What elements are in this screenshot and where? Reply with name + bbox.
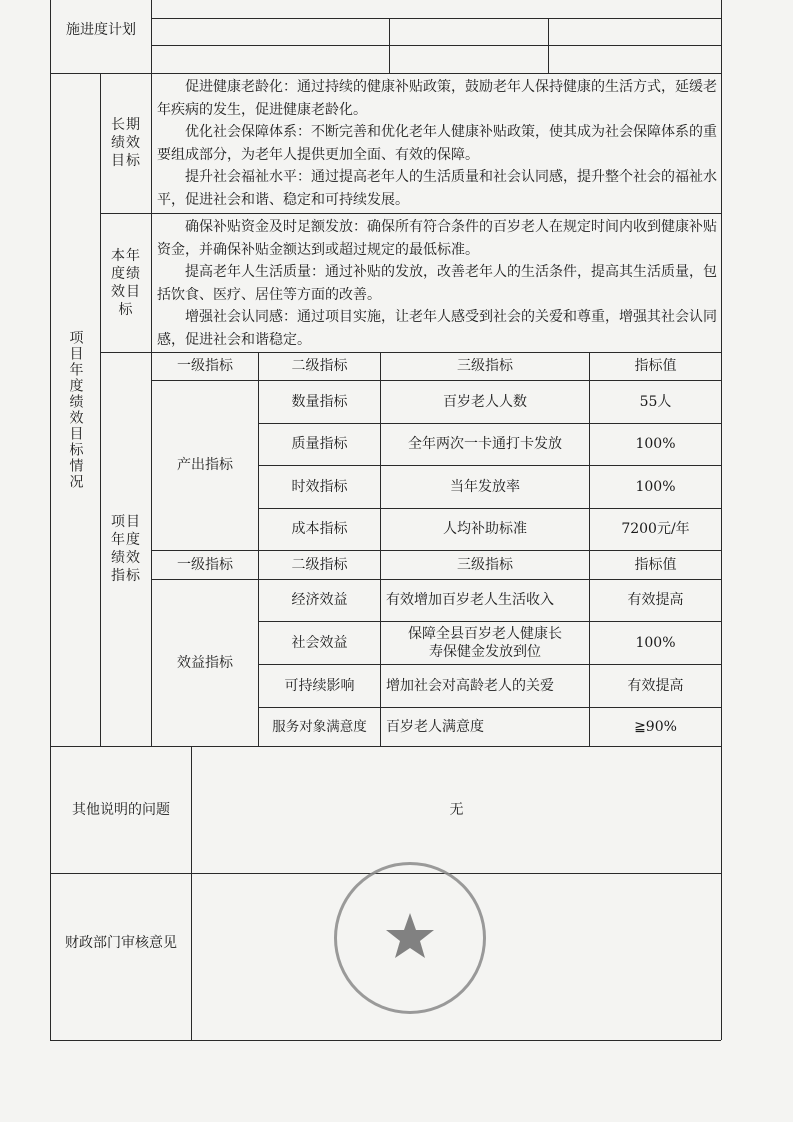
section-label: 项目年度绩效目标情况 — [67, 329, 84, 490]
annual-label: 本年度绩效目标 — [111, 247, 141, 318]
finance-review-label: 财政部门审核意见 — [65, 934, 177, 951]
header-level1: 一级指标 — [177, 358, 233, 374]
header-level2: 二级指标 — [291, 556, 348, 573]
long-term-label: 长期绩效目标 — [111, 117, 141, 169]
level3-cell: 保障全县百岁老人健康长寿保健金发放到位 — [408, 625, 562, 660]
level3-cell: 百岁老人满意度 — [386, 718, 484, 735]
level2-cell: 质量指标 — [291, 436, 348, 452]
annual-label-cell — [101, 213, 151, 352]
annual-paragraph: 确保补贴资金及时足额发放：确保所有符合条件的百岁老人在规定时间内收到健康补贴资金，并确保补贴金额达到或超过规定的最低标准。 — [157, 219, 717, 258]
level3-cell: 百岁老人人数 — [443, 393, 527, 410]
indicators-label-cell — [101, 352, 151, 746]
section-label-cell — [51, 73, 100, 746]
value-cell: 100% — [635, 478, 676, 495]
level3-cell: 当年发放率 — [450, 478, 520, 495]
header-level3: 三级指标 — [457, 358, 513, 374]
header-level2: 二级指标 — [291, 358, 348, 374]
header-value: 指标值 — [634, 358, 677, 374]
header-value: 指标值 — [634, 556, 677, 573]
other-issues-value: 无 — [449, 801, 464, 818]
level3-cell: 增加社会对高龄老人的关爱 — [386, 677, 554, 694]
level2-cell: 数量指标 — [291, 393, 348, 410]
level3-cell: 有效增加百岁老人生活收入 — [386, 592, 554, 608]
level2-cell: 时效指标 — [291, 478, 348, 495]
long-term-paragraph: 优化社会保障体系：不断完善和优化老年人健康补贴政策，使其成为社会保障体系的重要组成部分，为老年人提供更加全面、有效的保障。 — [157, 124, 717, 163]
output-indicator-label: 产出指标 — [177, 457, 233, 473]
long-term-content — [157, 76, 717, 211]
header-level1: 一级指标 — [177, 556, 233, 573]
level2-cell: 服务对象满意度 — [272, 718, 367, 735]
value-cell: 55人 — [639, 393, 672, 410]
level2-cell: 经济效益 — [291, 592, 348, 608]
annual-content — [157, 216, 717, 351]
long-term-label-cell — [101, 73, 151, 213]
annual-paragraph: 增强社会认同感：通过项目实施，让老年人感受到社会的关爱和尊重，增强其社会认同感，促进社会和谐稳定。 — [157, 309, 717, 348]
header-level3: 三级指标 — [457, 556, 513, 573]
other-issues-label: 其他说明的问题 — [72, 801, 170, 818]
level3-cell: 全年两次一卡通打卡发放 — [408, 436, 562, 452]
level2-cell: 成本指标 — [291, 521, 348, 537]
seal-graphic — [337, 865, 483, 1011]
level2-cell: 社会效益 — [291, 634, 348, 651]
benefit-indicator-label: 效益指标 — [177, 654, 233, 671]
schedule-label: 施进度计划 — [66, 22, 136, 38]
long-term-paragraph: 促进健康老龄化：通过持续的健康补贴政策，鼓励老年人保持健康的生活方式，延缓老年疾病的发生，促进健康老龄化。 — [157, 79, 717, 118]
value-cell: 100% — [635, 634, 676, 651]
long-term-paragraph: 提升社会福祉水平：通过提高老年人的生活质量和社会认同感，提升整个社会的福祉水平，促进社会和谐、稳定和可持续发展。 — [157, 169, 717, 208]
value-cell: 100% — [635, 436, 676, 452]
official-seal — [334, 862, 486, 1014]
value-cell: 有效提高 — [627, 677, 684, 694]
annual-paragraph: 提高老年人生活质量：通过补贴的发放，改善老年人的生活条件，提高其生活质量，包括饮食、医疗、居住等方面的改善。 — [157, 264, 717, 303]
value-cell: ≧90% — [634, 718, 677, 735]
level2-cell: 可持续影响 — [284, 677, 355, 694]
level3-cell: 人均补助标准 — [443, 521, 527, 537]
value-cell: 7200元/年 — [621, 521, 690, 537]
indicators-label: 项目年度绩效指标 — [111, 514, 141, 584]
value-cell: 有效提高 — [627, 592, 684, 608]
